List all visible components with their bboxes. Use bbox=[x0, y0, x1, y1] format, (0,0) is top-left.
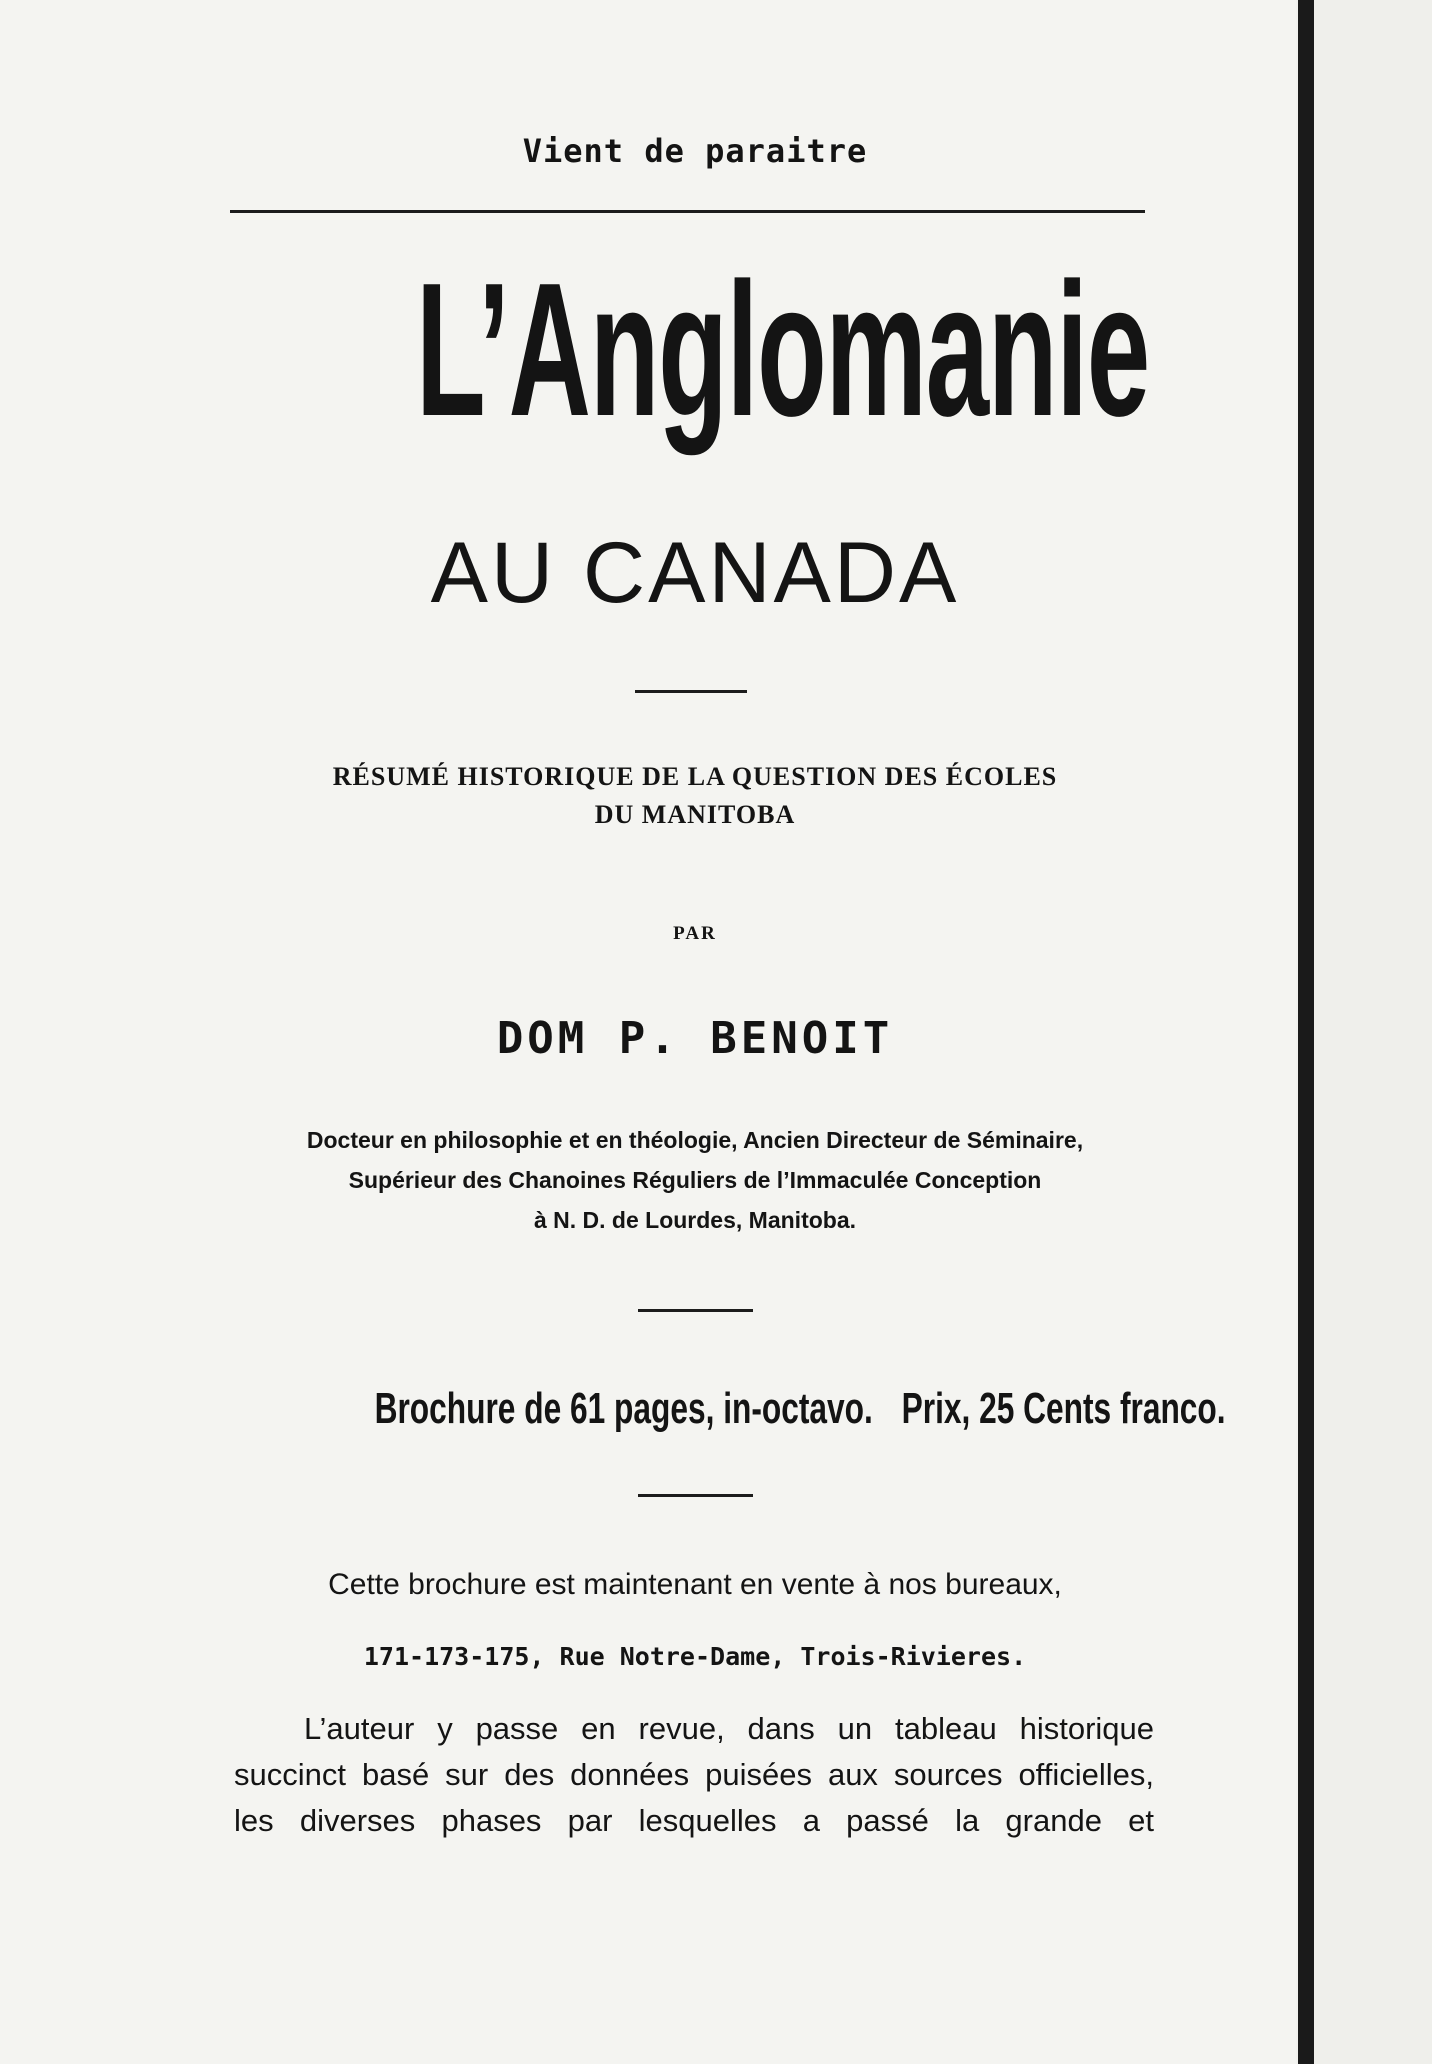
body-paragraph bbox=[234, 1706, 1154, 1844]
credentials-line: Docteur en philosophie et en théologie, Ancien Directeur de Séminaire, bbox=[306, 1127, 1084, 1153]
par-label: PAR bbox=[673, 923, 717, 944]
body-line: succinct basé sur des données puisées aux sources officielles, bbox=[234, 1757, 1154, 1792]
book-spine bbox=[1298, 0, 1314, 2064]
body-line: les diverses phases par lesquelles a passé la grande et bbox=[234, 1803, 1154, 1838]
subtitle: AU CANADA bbox=[430, 525, 960, 621]
divider-rule bbox=[638, 1494, 753, 1497]
author-credentials bbox=[230, 1120, 1160, 1240]
price-info: Prix, 25 Cents franco. bbox=[901, 1384, 1226, 1433]
credentials-line: Supérieur des Chanoines Réguliers de l’Immaculée Conception bbox=[348, 1167, 1042, 1193]
divider-rule bbox=[638, 1309, 753, 1312]
price-row bbox=[360, 1384, 1226, 1434]
address: 171-173-175, Rue Notre-Dame, Trois-Rivieres. bbox=[363, 1642, 1027, 1671]
summary-line: DU MANITOBA bbox=[594, 800, 796, 829]
divider-rule bbox=[635, 690, 747, 693]
body-line: L’auteur y passe en revue, dans un tableau historique bbox=[304, 1711, 1154, 1746]
summary-line: RÉSUMÉ HISTORIQUE DE LA QUESTION DES ÉCOLES bbox=[332, 762, 1058, 791]
credentials-line: à N. D. de Lourdes, Manitoba. bbox=[533, 1207, 857, 1233]
title: L’Anglomanie bbox=[416, 244, 1150, 456]
sale-notice: Cette brochure est maintenant en vente à nos bureaux, bbox=[328, 1568, 1062, 1601]
top-rule bbox=[230, 210, 1145, 213]
kicker-heading: Vient de paraitre bbox=[522, 132, 868, 170]
author-name: DOM P. BENOIT bbox=[496, 1013, 894, 1064]
brochure-info: Brochure de 61 pages, in-octavo. bbox=[374, 1384, 873, 1433]
summary bbox=[230, 758, 1160, 834]
adjacent-page-edge bbox=[1314, 0, 1432, 2064]
